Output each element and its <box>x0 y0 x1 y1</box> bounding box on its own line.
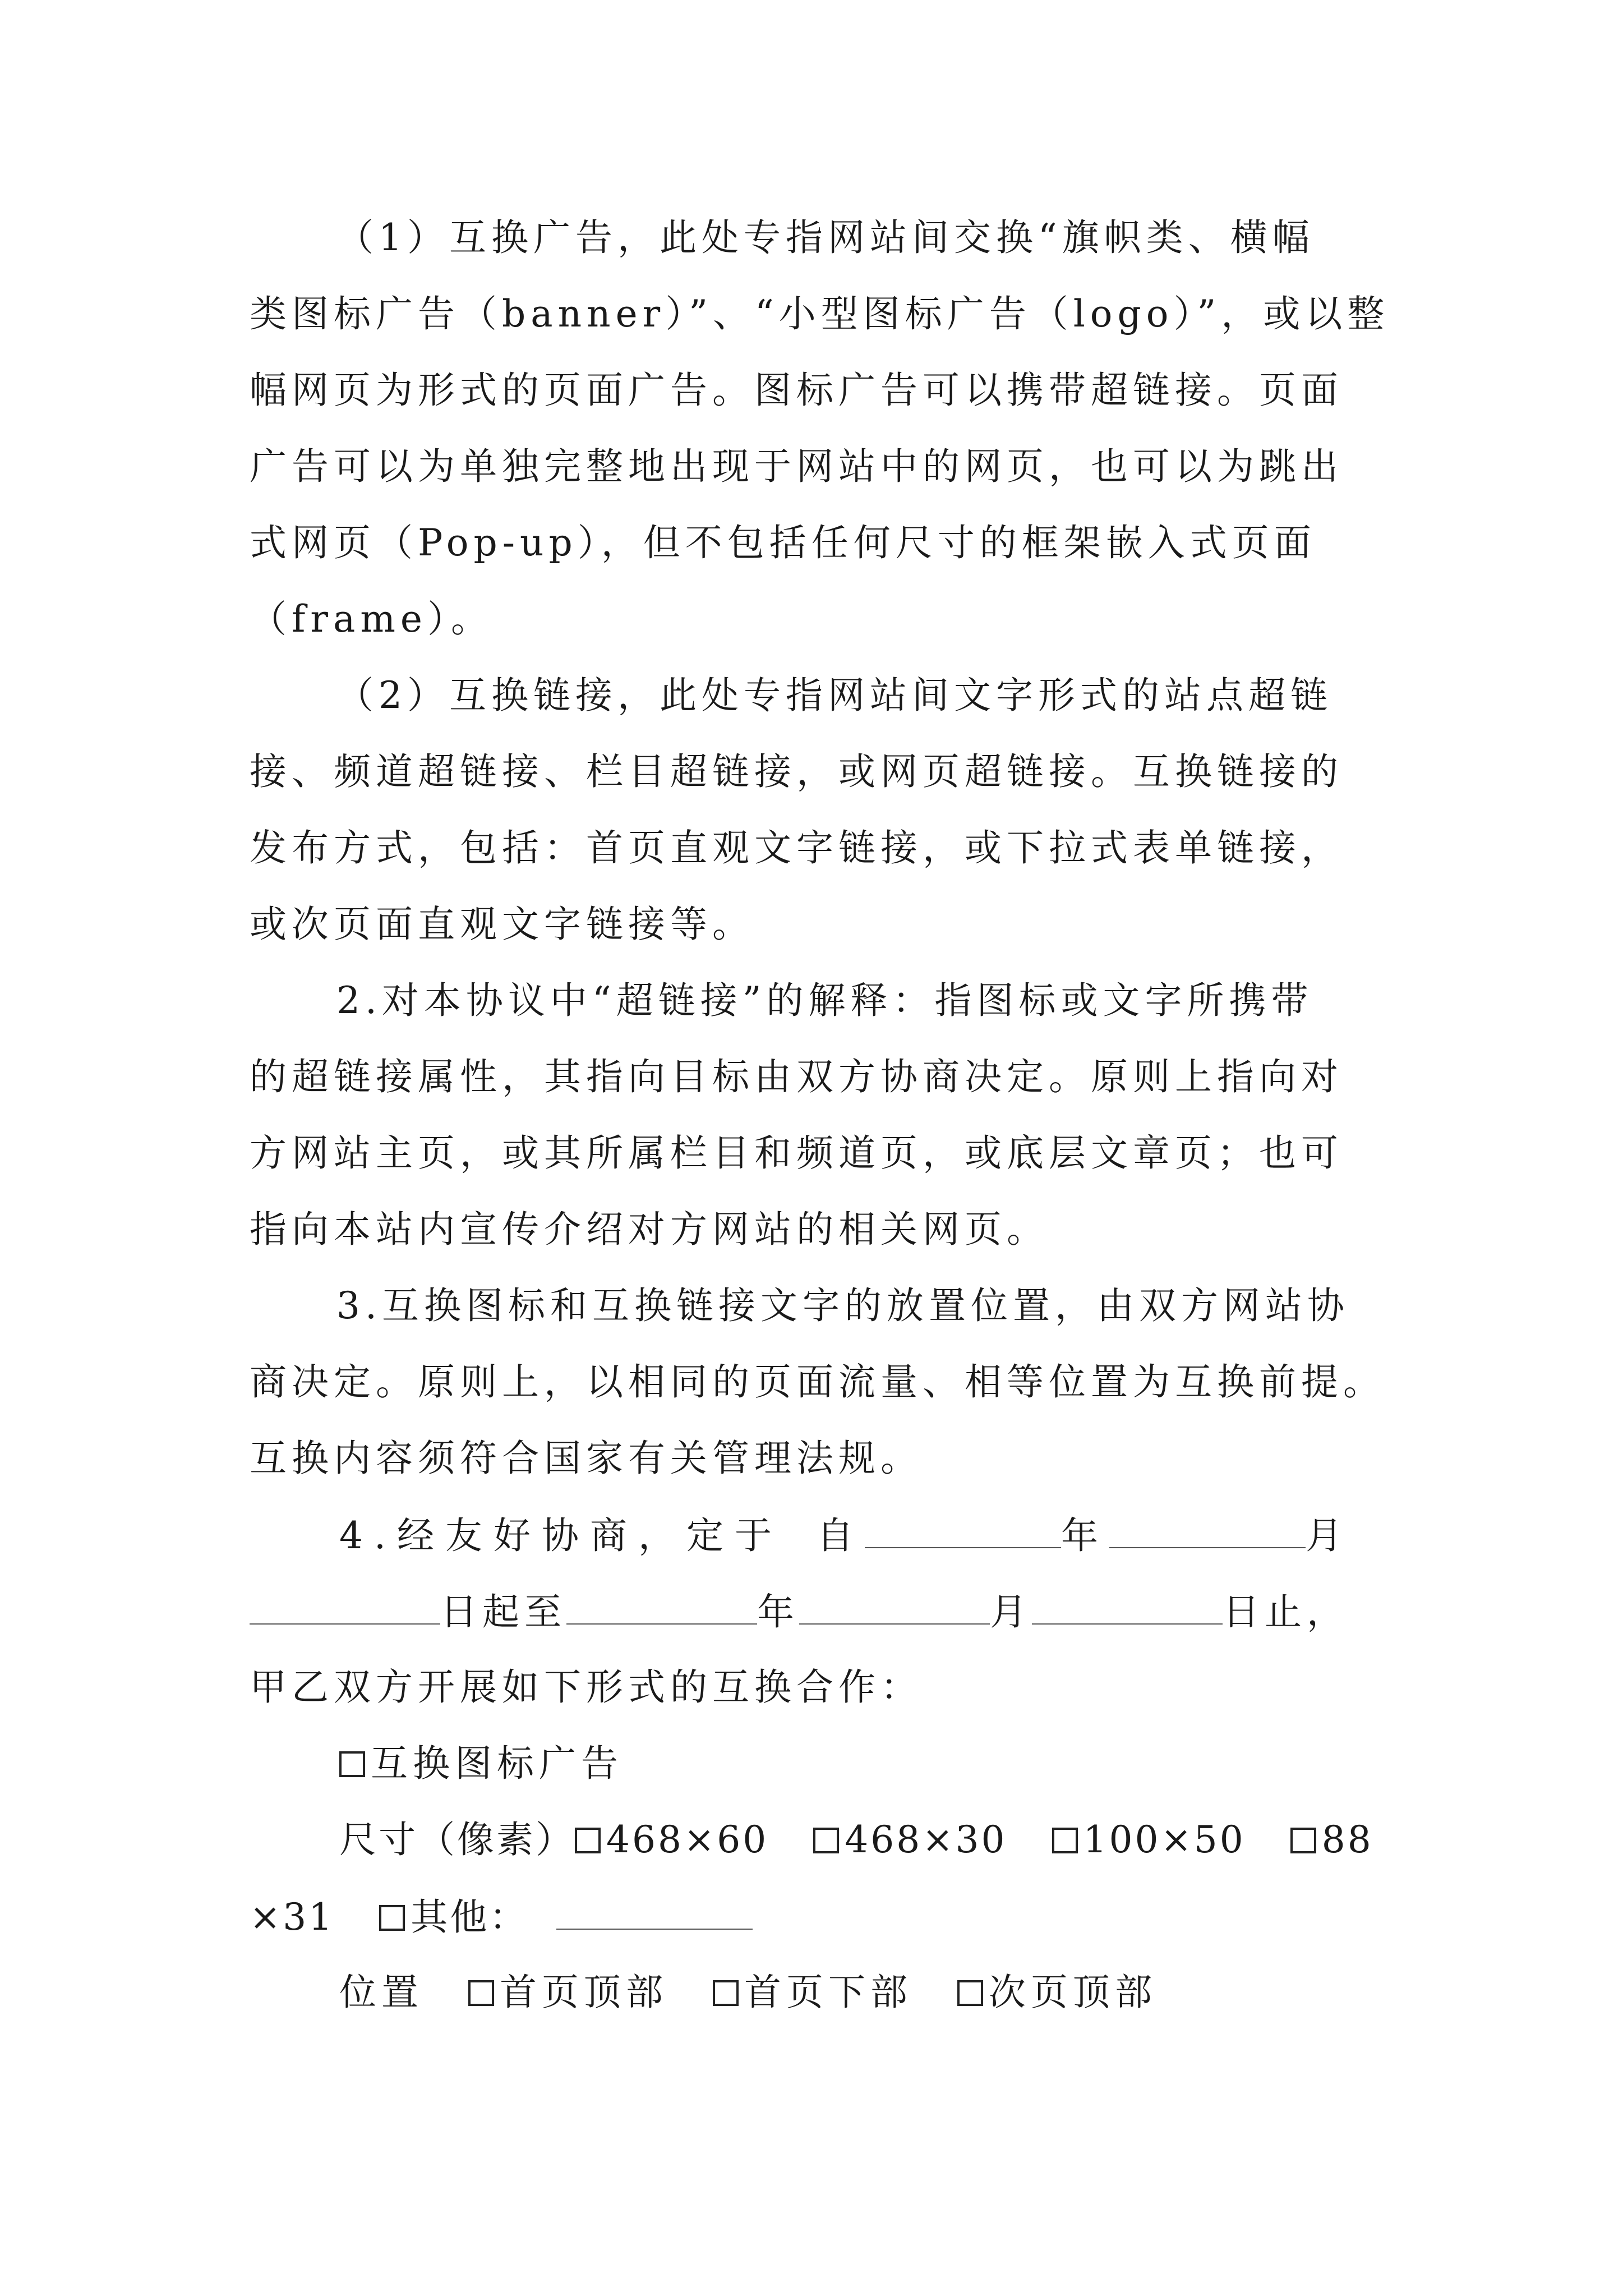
icon-ad-checkbox[interactable] <box>339 1751 365 1777</box>
text-line: 式网页（Pop-up），但不包括任何尺寸的框架嵌入式页面 <box>250 521 1316 564</box>
end-day-blank[interactable] <box>1032 1589 1223 1625</box>
text-line: 互换内容须符合国家有关管理法规。 <box>250 1437 923 1480</box>
term-day-from-to: 日起至 <box>440 1590 566 1634</box>
end-year-blank[interactable] <box>566 1589 757 1625</box>
text-line: 幅网页为形式的页面广告。图标广告可以携带超链接。页面 <box>250 369 1343 412</box>
size-468x30-checkbox[interactable] <box>813 1828 839 1853</box>
start-year-blank[interactable] <box>865 1512 1061 1548</box>
size-other-blank[interactable] <box>556 1894 753 1930</box>
text-line: 的超链接属性，其指向目标由双方协商决定。原则上指向对 <box>250 1055 1343 1098</box>
term-month: 月 <box>1305 1514 1354 1557</box>
size-100x50-checkbox[interactable] <box>1052 1828 1078 1853</box>
term-lead: 4.经友好协商，定于 <box>339 1514 783 1557</box>
icon-ad-label: 互换图标广告 <box>371 1742 623 1785</box>
end-month-blank[interactable] <box>799 1589 990 1625</box>
text-line: （1）互换广告，此处专指网站间交换“旗帜类、横幅 <box>336 216 1315 259</box>
size-88x31-wrap: ×31 <box>250 1895 335 1939</box>
size-468x30-label: 468×30 <box>845 1818 1007 1861</box>
text-line: 指向本站内宣传介绍对方网站的相关网页。 <box>250 1208 1049 1251</box>
size-label: 尺寸（像素） <box>339 1818 575 1861</box>
position-home-top-checkbox[interactable] <box>468 1980 494 2006</box>
text-line: 发布方式，包括：首页直观文字链接，或下拉式表单链接， <box>250 826 1343 869</box>
size-88-label: 88 <box>1321 1818 1373 1861</box>
text-line: 3.互换图标和互换链接文字的放置位置，由双方网站协 <box>336 1284 1349 1327</box>
position-sub-top-label: 次页顶部 <box>989 1971 1157 2014</box>
icon-ad-option <box>339 1741 623 1786</box>
size-other-label: 其他： <box>411 1895 529 1939</box>
size-100x50-label: 100×50 <box>1083 1818 1246 1861</box>
text-line: 广告可以为单独完整地出现于网站中的网页，也可以为跳出 <box>250 445 1343 488</box>
size-468x60-label: 468×60 <box>606 1818 769 1861</box>
position-home-bottom-label: 首页下部 <box>744 1971 912 2014</box>
term-line-1 <box>339 1512 1354 1558</box>
text-line: 商决定。原则上，以相同的页面流量、相等位置为互换前提。 <box>250 1360 1385 1404</box>
start-month-blank[interactable] <box>1109 1512 1306 1548</box>
size-options <box>339 1818 1373 1862</box>
term-line-2 <box>250 1589 1349 1635</box>
position-sub-top-checkbox[interactable] <box>957 1980 983 2006</box>
text-line: 甲乙双方开展如下形式的互换合作： <box>250 1665 923 1709</box>
start-day-blank[interactable] <box>250 1589 440 1625</box>
text-line: （frame）。 <box>250 597 493 641</box>
term-year-2: 年 <box>757 1590 799 1634</box>
text-line: 方网站主页，或其所属栏目和频道页，或底层文章页；也可 <box>250 1131 1343 1175</box>
term-month-2: 月 <box>990 1590 1032 1634</box>
position-options <box>339 1970 1157 2015</box>
size-88x31-checkbox[interactable] <box>1290 1828 1316 1853</box>
text-line: （2）互换链接，此处专指网站间文字形式的站点超链 <box>336 674 1332 717</box>
text-line: 2.对本协议中“超链接”的解释：指图标或文字所携带 <box>336 979 1313 1022</box>
term-from: 自 <box>816 1514 865 1557</box>
size-468x60-checkbox[interactable] <box>575 1828 601 1853</box>
text-line: 类图标广告（banner）”、“小型图标广告（logo）”，或以整 <box>250 292 1390 335</box>
text-line: 接、频道超链接、栏目超链接，或网页超链接。互换链接的 <box>250 750 1343 793</box>
size-other-checkbox[interactable] <box>379 1905 405 1931</box>
term-day-end: 日止， <box>1223 1590 1349 1634</box>
text-line: 或次页面直观文字链接等。 <box>250 903 754 946</box>
term-year: 年 <box>1061 1514 1109 1557</box>
position-home-bottom-checkbox[interactable] <box>713 1980 739 2006</box>
position-home-top-label: 首页顶部 <box>500 1971 668 2014</box>
size-options-wrap <box>250 1894 753 1940</box>
position-label: 位置 <box>339 1971 423 2014</box>
